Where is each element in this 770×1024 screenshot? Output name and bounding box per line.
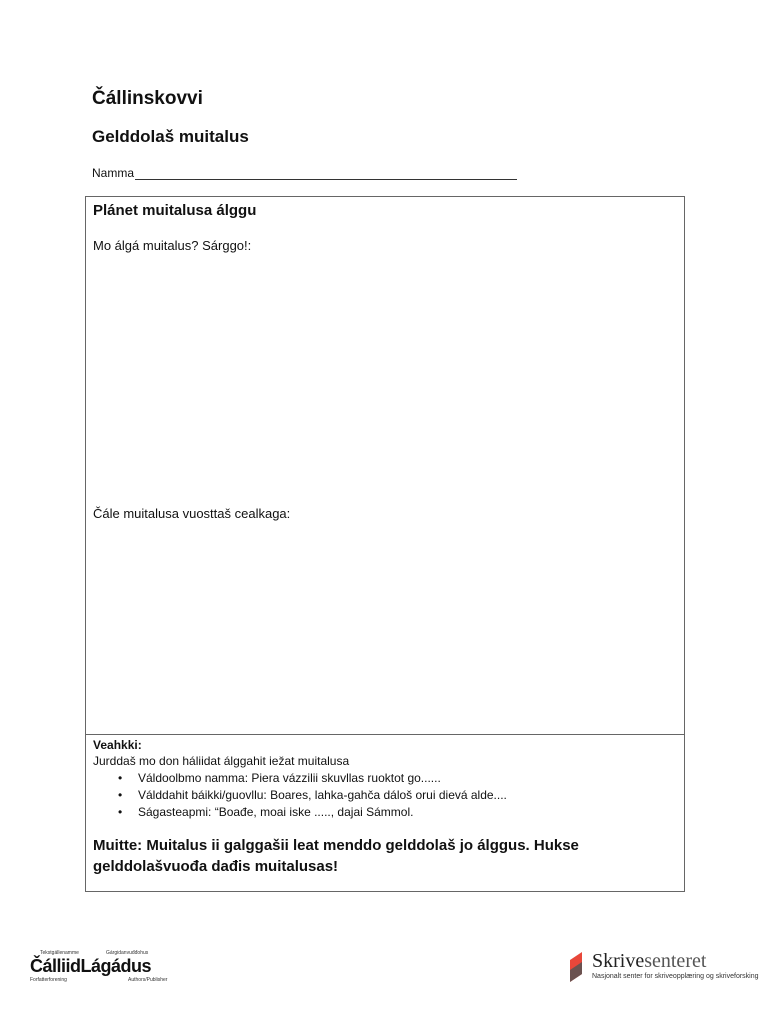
bullet-icon: • <box>118 788 123 802</box>
skrivesenteret-logo <box>568 948 759 988</box>
hint-text: Ságasteapmi: “Boađe, moai iske ....., dajai Sámmol. <box>138 805 414 819</box>
bullet-icon: • <box>118 805 123 819</box>
worksheet-box <box>85 196 685 892</box>
list-item <box>114 804 507 821</box>
name-field-row <box>92 166 517 180</box>
hint-label: Veahkki: <box>93 738 142 752</box>
logo-small-text: Gárgidanvuđđohus <box>106 950 149 956</box>
logo-small-text: Tekstgállenamme <box>40 950 79 956</box>
page-subtitle: Gelddolaš muitalus <box>92 127 249 146</box>
hint-list <box>114 770 507 821</box>
bullet-icon: • <box>118 771 123 785</box>
reminder-line-2: gelddolašvuođa dađis muitalusas! <box>93 858 339 875</box>
logo-wordmark: Skrivesenteret <box>592 950 707 972</box>
box-divider <box>86 734 684 735</box>
page-title: Čállinskovvi <box>92 88 203 109</box>
hint-text: Válddahit báikki/guovllu: Boares, lahka-gahča dáloš orui dievá alde.... <box>138 788 507 802</box>
drawing-prompt: Mo álgá muitalus? Sárggo!: <box>93 238 252 253</box>
logo-small-text: Forfatterforening <box>30 977 67 983</box>
section-heading: Plánet muitalusa álggu <box>93 202 257 219</box>
callid-lagadus-logo <box>28 950 178 982</box>
name-label: Namma <box>92 166 135 180</box>
hint-intro: Jurddaš mo don háliidat álggahit iežat muitalusa <box>93 754 350 768</box>
reminder-note <box>93 835 673 877</box>
logo-tagline: Nasjonalt senter for skriveopplæring og skriveforsking <box>592 973 759 980</box>
hint-text: Váldoolbmo namma: Piera vázzilii skuvllas ruoktot go...... <box>138 771 441 785</box>
name-input-line[interactable] <box>135 167 517 180</box>
list-item <box>114 787 507 804</box>
list-item <box>114 770 507 787</box>
reminder-line-1: Muitte: Muitalus ii galggašii leat menddo gelddolaš jo álggus. Hukse <box>93 837 579 854</box>
skrivesenteret-mark-icon <box>570 952 584 982</box>
logo-wordmark: ČálliidLágádus <box>30 956 152 976</box>
first-sentence-prompt: Čále muitalusa vuosttaš cealkaga: <box>93 506 291 521</box>
logo-small-text: Authors/Publisher <box>128 977 168 983</box>
